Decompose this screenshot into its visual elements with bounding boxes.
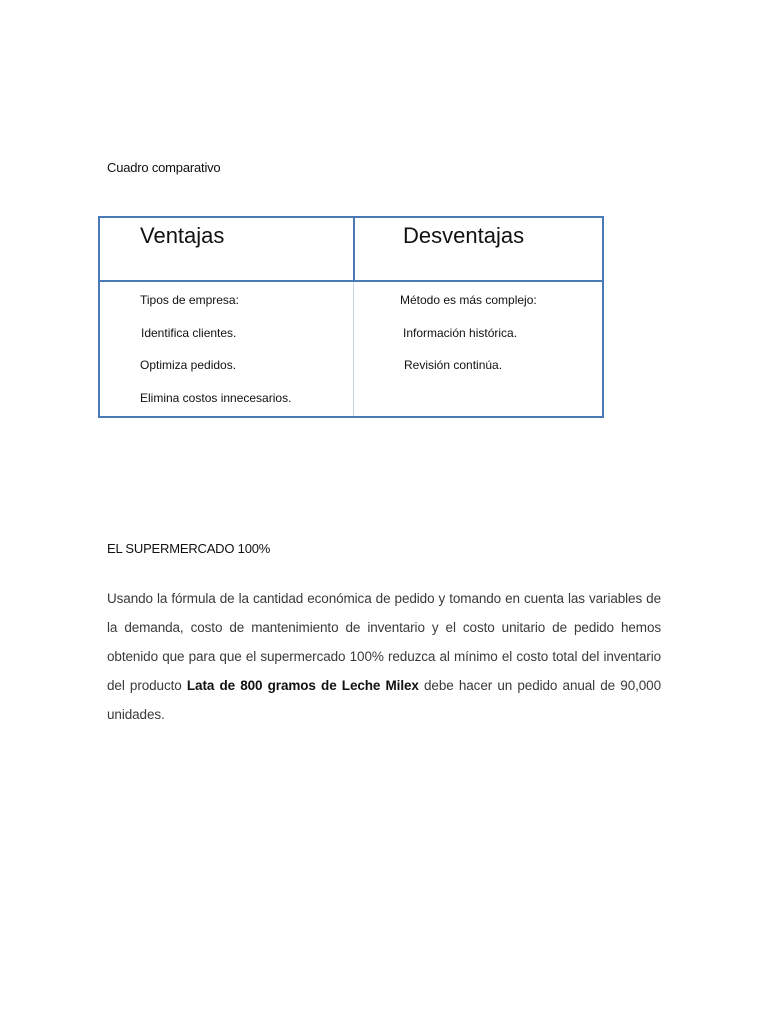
paragraph-text-end: debe hacer un pedido anual de 90,000 unidades.: [107, 678, 661, 722]
column-header-ventajas: Ventajas: [140, 223, 225, 248]
ventaja-item: Elimina costos innecesarios.: [140, 391, 292, 405]
desventaja-item: Método es más complejo:: [400, 293, 537, 307]
table-header-cell-desventajas: [353, 216, 604, 282]
ventaja-item: Tipos de empresa:: [140, 293, 239, 307]
table-header-cell-ventajas: [98, 216, 355, 282]
ventaja-item: Optimiza pedidos.: [140, 358, 237, 372]
column-header-desventajas: Desventajas: [403, 223, 525, 248]
paragraph-text-start: Usando la fórmula de la cantidad económica de pedido y tomando en cuenta las variables de la demanda, costo de mantenimiento de inventario y el costo unitario de pedido hemos obtenido que para que el supermercado 100% reduzca al mínimo el costo total del inventario del producto: [107, 591, 661, 693]
section-title-supermercado: EL SUPERMERCADO 100%: [107, 541, 271, 556]
product-name-bold: Lata de 800 gramos de Leche Milex: [186, 678, 419, 693]
column-divider: [353, 282, 354, 416]
ventaja-item: Identifica clientes.: [141, 326, 237, 340]
body-paragraph: [107, 584, 661, 729]
comparison-table: [98, 216, 604, 418]
section-title-cuadro-comparativo: Cuadro comparativo: [107, 160, 221, 175]
desventaja-item: Revisión continúa.: [404, 358, 503, 372]
desventaja-item: Información histórica.: [403, 326, 518, 340]
